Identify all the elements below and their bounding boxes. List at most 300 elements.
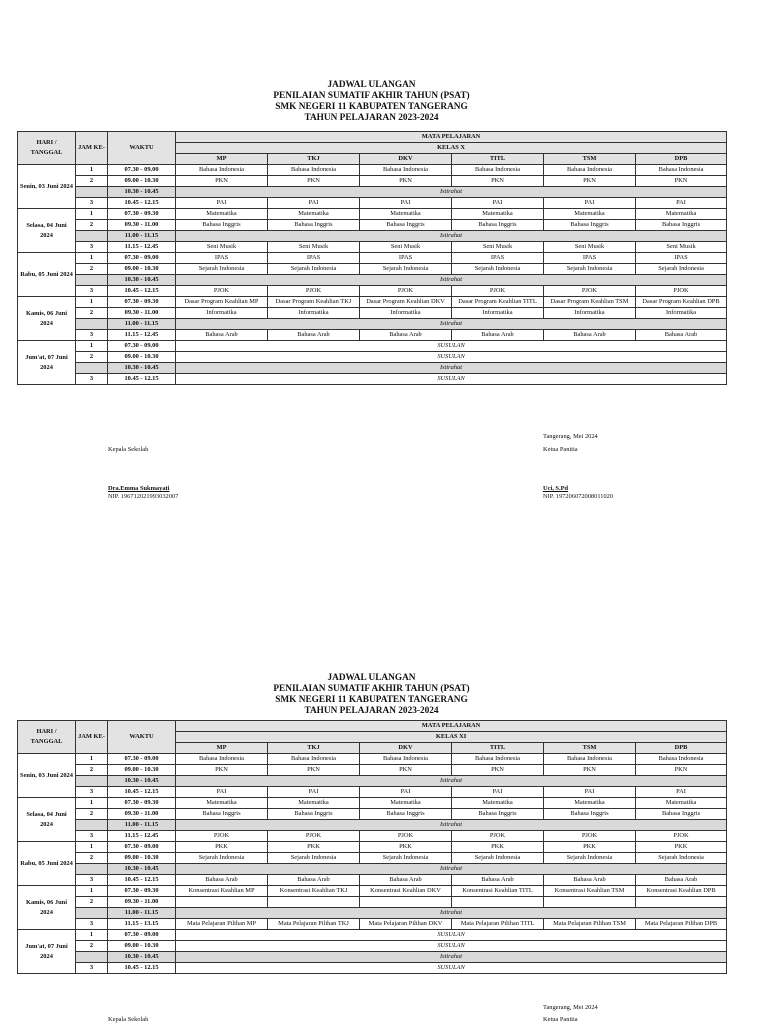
subject-cell: PAI (544, 787, 636, 798)
subject-cell: Bahasa Indonesia (268, 754, 360, 765)
jam-cell: 3 (76, 919, 108, 930)
subject-cell: Sejarah Indonesia (452, 264, 544, 275)
subject-cell: PJOK (268, 286, 360, 297)
jam-cell: 3 (76, 286, 108, 297)
sign-date: Tangerang, Mei 2024 (543, 433, 598, 440)
table-row (18, 176, 727, 187)
subject-cell: Sejarah Indonesia (544, 264, 636, 275)
header-program: DKV (360, 743, 452, 754)
waktu-cell: 11.00 - 11.15 (108, 820, 176, 831)
title-line: JADWAL ULANGAN (327, 80, 416, 90)
waktu-cell: 07.30 - 09.00 (108, 930, 176, 941)
subject-cell: PJOK (176, 286, 268, 297)
jam-cell: 2 (76, 264, 108, 275)
sign-left-role: Kepala Sekolah (108, 446, 149, 453)
subject-cell: Bahasa Arab (360, 875, 452, 886)
subject-cell: Bahasa Inggris (268, 220, 360, 231)
subject-cell: Dasar Program Keahlian DKV (360, 297, 452, 308)
table-row (18, 220, 727, 231)
jam-cell (76, 952, 108, 963)
jam-cell: 3 (76, 787, 108, 798)
jam-cell: 1 (76, 297, 108, 308)
subject-cell: Bahasa Arab (452, 330, 544, 341)
subject-cell: IPAS (544, 253, 636, 264)
table-row (18, 341, 727, 352)
day-cell: Rabu, 05 Juni 2024 (18, 842, 76, 886)
subject-cell: Sejarah Indonesia (268, 853, 360, 864)
table-row (18, 875, 727, 886)
subject-cell: IPAS (636, 253, 727, 264)
subject-cell: Mata Pelajaran Pilihan DPB (636, 919, 727, 930)
break-cell: Istirahat (176, 908, 727, 919)
waktu-cell: 11.15 - 12.45 (108, 330, 176, 341)
subject-cell: PJOK (360, 831, 452, 842)
subject-cell: IPAS (360, 253, 452, 264)
subject-cell: Konsentrasi Keahlian TITL (452, 886, 544, 897)
jam-cell: 3 (76, 374, 108, 385)
subject-cell: Sejarah Indonesia (360, 853, 452, 864)
subject-cell: Seni Musik (176, 242, 268, 253)
table-row (18, 765, 727, 776)
subject-cell: Mata Pelajaran Pilihan MP (176, 919, 268, 930)
jam-cell: 1 (76, 209, 108, 220)
jam-cell (76, 187, 108, 198)
subject-cell: PAI (636, 787, 727, 798)
day-cell: Senin, 03 Juni 2024 (18, 165, 76, 209)
waktu-cell: 07.30 - 09.00 (108, 754, 176, 765)
jam-cell (76, 275, 108, 286)
subject-cell: Bahasa Arab (268, 330, 360, 341)
jam-cell: 3 (76, 831, 108, 842)
day-cell: Selasa, 04 Juni 2024 (18, 209, 76, 253)
waktu-cell: 09.00 - 10.30 (108, 176, 176, 187)
subject-cell: Bahasa Arab (636, 330, 727, 341)
subject-cell: Bahasa Indonesia (268, 165, 360, 176)
subject-cell: Matematika (360, 209, 452, 220)
subject-cell: Bahasa Arab (360, 330, 452, 341)
break-cell: Istirahat (176, 231, 727, 242)
subject-cell: Bahasa Inggris (360, 809, 452, 820)
table-row (18, 886, 727, 897)
subject-cell: Bahasa Arab (544, 875, 636, 886)
subject-cell: PKN (268, 176, 360, 187)
subject-cell: Informatika (452, 308, 544, 319)
subject-cell: Matematika (452, 209, 544, 220)
subject-cell: Bahasa Inggris (544, 809, 636, 820)
subject-cell: PKK (268, 842, 360, 853)
jam-cell: 1 (76, 341, 108, 352)
subject-cell: PAI (544, 198, 636, 209)
susulan-cell: SUSULAN (176, 930, 727, 941)
table-row (18, 820, 727, 831)
waktu-cell: 07.30 - 09.30 (108, 798, 176, 809)
jam-cell: 3 (76, 963, 108, 974)
subject-cell: Bahasa Arab (268, 875, 360, 886)
waktu-cell: 10.45 - 12.15 (108, 198, 176, 209)
subject-cell: Mata Pelajaran Pilihan TSM (544, 919, 636, 930)
subject-cell: Matematika (452, 798, 544, 809)
header-hari: HARI / TANGGAL (18, 721, 76, 754)
subject-cell: Bahasa Indonesia (452, 754, 544, 765)
waktu-cell: 11.00 - 11.15 (108, 231, 176, 242)
header-hari: HARI / TANGGAL (18, 132, 76, 165)
subject-cell: Mata Pelajaran Pilihan TITL (452, 919, 544, 930)
table-row (18, 754, 727, 765)
subject-cell: Bahasa Inggris (636, 809, 727, 820)
subject-cell: Konsentrasi Keahlian DPB (636, 886, 727, 897)
title-line: SMK NEGERI 11 KABUPATEN TANGERANG (275, 102, 468, 112)
subject-cell: Bahasa Inggris (452, 809, 544, 820)
subject-cell: PKN (636, 176, 727, 187)
break-cell: Istirahat (176, 275, 727, 286)
subject-cell: Mata Pelajaran Pilihan TKJ (268, 919, 360, 930)
subject-cell: Bahasa Indonesia (636, 165, 727, 176)
jam-cell: 3 (76, 875, 108, 886)
subject-cell: Bahasa Indonesia (452, 165, 544, 176)
sign-right-role: Ketua Panitia (543, 446, 578, 453)
waktu-cell: 10.45 - 12.15 (108, 286, 176, 297)
subject-cell: Informatika (360, 308, 452, 319)
jam-cell: 1 (76, 754, 108, 765)
subject-cell: Matematika (636, 209, 727, 220)
jam-cell: 1 (76, 798, 108, 809)
table-row (18, 963, 727, 974)
subject-cell: Bahasa Indonesia (544, 165, 636, 176)
header-program: DKV (360, 154, 452, 165)
subject-cell: PKK (176, 842, 268, 853)
subject-cell: PJOK (268, 831, 360, 842)
break-cell: Istirahat (176, 952, 727, 963)
jam-cell: 2 (76, 765, 108, 776)
jam-cell (76, 231, 108, 242)
jam-cell: 2 (76, 352, 108, 363)
subject-cell: PAI (360, 198, 452, 209)
subject-cell: PKN (452, 176, 544, 187)
subject-cell: PAI (176, 787, 268, 798)
subject-cell: PKK (452, 842, 544, 853)
subject-cell: Bahasa Inggris (360, 220, 452, 231)
subject-cell: Dasar Program Keahlian TKJ (268, 297, 360, 308)
subject-cell: PKN (544, 176, 636, 187)
waktu-cell: 07.30 - 09.30 (108, 209, 176, 220)
sign-right-role: Ketua Panitia (543, 1016, 578, 1023)
table-row (18, 864, 727, 875)
table-row (18, 941, 727, 952)
subject-cell (176, 897, 268, 908)
subject-cell: Bahasa Arab (176, 875, 268, 886)
title-line: SMK NEGERI 11 KABUPATEN TANGERANG (275, 695, 468, 705)
jam-cell: 2 (76, 941, 108, 952)
subject-cell: Matematika (268, 209, 360, 220)
header-program: TSM (544, 743, 636, 754)
title-line: JADWAL ULANGAN (327, 673, 416, 683)
subject-cell: Sejarah Indonesia (176, 853, 268, 864)
principal-nip: NIP. 196712021993032007 (108, 493, 179, 500)
subject-cell: Matematika (636, 798, 727, 809)
schedule-table (17, 131, 727, 385)
title-line: PENILAIAN SUMATIF AKHIR TAHUN (PSAT) (273, 684, 470, 694)
jam-cell (76, 908, 108, 919)
subject-cell: PJOK (636, 831, 727, 842)
subject-cell: Bahasa Indonesia (176, 165, 268, 176)
subject-cell: Mata Pelajaran Pilihan DKV (360, 919, 452, 930)
table-row (18, 352, 727, 363)
subject-cell: Sejarah Indonesia (268, 264, 360, 275)
jam-cell: 3 (76, 330, 108, 341)
waktu-cell: 09.30 - 11.00 (108, 220, 176, 231)
waktu-cell: 11.15 - 12.45 (108, 242, 176, 253)
subject-cell: PAI (176, 198, 268, 209)
jam-cell (76, 864, 108, 875)
subject-cell: IPAS (268, 253, 360, 264)
jam-cell: 1 (76, 253, 108, 264)
subject-cell: Matematika (176, 209, 268, 220)
table-row (18, 831, 727, 842)
header-mapel: MATA PELAJARAN (176, 132, 727, 143)
subject-cell: PKN (268, 765, 360, 776)
jam-cell: 1 (76, 842, 108, 853)
subject-cell (452, 897, 544, 908)
subject-cell: PJOK (360, 286, 452, 297)
subject-cell: PJOK (544, 286, 636, 297)
header-waktu: WAKTU (108, 721, 176, 754)
waktu-cell: 07.30 - 09.00 (108, 165, 176, 176)
break-cell: Istirahat (176, 820, 727, 831)
table-row (18, 297, 727, 308)
jam-cell: 2 (76, 220, 108, 231)
title-line: TAHUN PELAJARAN 2023-2024 (304, 706, 439, 716)
break-cell: Istirahat (176, 363, 727, 374)
subject-cell: PKK (360, 842, 452, 853)
table-row (18, 842, 727, 853)
table-row (18, 242, 727, 253)
table-row (18, 286, 727, 297)
subject-cell: Bahasa Indonesia (176, 754, 268, 765)
subject-cell: Sejarah Indonesia (636, 264, 727, 275)
subject-cell: PKN (176, 176, 268, 187)
subject-cell: PKN (636, 765, 727, 776)
subject-cell: PKN (360, 176, 452, 187)
table-row (18, 776, 727, 787)
table-row (18, 253, 727, 264)
jam-cell (76, 363, 108, 374)
waktu-cell: 10.30 - 10.45 (108, 776, 176, 787)
header-program: DPB (636, 743, 727, 754)
waktu-cell: 09.00 - 10.30 (108, 853, 176, 864)
header-jam: JAM KE- (76, 132, 108, 165)
schedule-table (17, 720, 727, 974)
subject-cell: PKN (544, 765, 636, 776)
waktu-cell: 11.15 - 13.15 (108, 919, 176, 930)
waktu-cell: 09.30 - 11.00 (108, 809, 176, 820)
sign-right-name (543, 485, 613, 501)
susulan-cell: SUSULAN (176, 374, 727, 385)
day-cell: Jum'at, 07 Juni 2024 (18, 341, 76, 385)
subject-cell (360, 897, 452, 908)
subject-cell: Sejarah Indonesia (452, 853, 544, 864)
table-row (18, 308, 727, 319)
jam-cell: 1 (76, 886, 108, 897)
table-row (18, 908, 727, 919)
susulan-cell: SUSULAN (176, 963, 727, 974)
subject-cell: Bahasa Indonesia (360, 165, 452, 176)
subject-cell: Bahasa Arab (452, 875, 544, 886)
subject-cell: Bahasa Arab (636, 875, 727, 886)
table-row (18, 897, 727, 908)
subject-cell: Informatika (268, 308, 360, 319)
day-cell: Kamis, 06 Juni 2024 (18, 297, 76, 341)
susulan-cell: SUSULAN (176, 352, 727, 363)
waktu-cell: 11.00 - 11.15 (108, 319, 176, 330)
subject-cell: PJOK (636, 286, 727, 297)
subject-cell: PAI (268, 787, 360, 798)
subject-cell: Bahasa Inggris (544, 220, 636, 231)
day-cell: Kamis, 06 Juni 2024 (18, 886, 76, 930)
subject-cell: PAI (452, 198, 544, 209)
subject-cell: Bahasa Inggris (268, 809, 360, 820)
header-program: TKJ (268, 743, 360, 754)
subject-cell: Bahasa Inggris (452, 220, 544, 231)
doc-title (17, 673, 726, 717)
subject-cell: Dasar Program Keahlian TITL (452, 297, 544, 308)
subject-cell: Bahasa Indonesia (636, 754, 727, 765)
subject-cell: PJOK (452, 831, 544, 842)
table-row (18, 853, 727, 864)
table-row (18, 319, 727, 330)
waktu-cell: 10.30 - 10.45 (108, 952, 176, 963)
subject-cell: Sejarah Indonesia (544, 853, 636, 864)
table-row (18, 798, 727, 809)
header-program: DPB (636, 154, 727, 165)
table-row (18, 952, 727, 963)
susulan-cell: SUSULAN (176, 941, 727, 952)
title-line: TAHUN PELAJARAN 2023-2024 (304, 113, 439, 123)
sign-left-role: Kepala Sekolah (108, 1016, 149, 1023)
subject-cell (268, 897, 360, 908)
jam-cell: 2 (76, 176, 108, 187)
subject-cell: Bahasa Arab (176, 330, 268, 341)
subject-cell (636, 897, 727, 908)
break-cell: Istirahat (176, 776, 727, 787)
subject-cell: PKN (176, 765, 268, 776)
subject-cell: PKN (452, 765, 544, 776)
subject-cell: Matematika (544, 209, 636, 220)
jam-cell: 3 (76, 242, 108, 253)
subject-cell: Matematika (544, 798, 636, 809)
waktu-cell: 07.30 - 09.30 (108, 297, 176, 308)
sign-date: Tangerang, Mei 2024 (543, 1004, 598, 1011)
principal-name: Dra.Emma Sukmayati (108, 485, 170, 492)
waktu-cell: 10.30 - 10.45 (108, 187, 176, 198)
subject-cell: Bahasa Indonesia (544, 754, 636, 765)
jam-cell: 3 (76, 198, 108, 209)
header-program: TKJ (268, 154, 360, 165)
schedule-kelas-x (17, 80, 726, 505)
waktu-cell: 07.30 - 09.30 (108, 886, 176, 897)
subject-cell: Sejarah Indonesia (360, 264, 452, 275)
waktu-cell: 11.00 - 11.15 (108, 908, 176, 919)
header-program: MP (176, 154, 268, 165)
subject-cell: PJOK (452, 286, 544, 297)
subject-cell: Sejarah Indonesia (176, 264, 268, 275)
day-cell: Rabu, 05 Juni 2024 (18, 253, 76, 297)
jam-cell: 1 (76, 930, 108, 941)
waktu-cell: 09.30 - 11.00 (108, 897, 176, 908)
subject-cell: Dasar Program Keahlian MP (176, 297, 268, 308)
jam-cell: 2 (76, 853, 108, 864)
table-row (18, 209, 727, 220)
table-row (18, 330, 727, 341)
subject-cell: Konsentrasi Keahlian TKJ (268, 886, 360, 897)
waktu-cell: 10.30 - 10.45 (108, 363, 176, 374)
subject-cell: Bahasa Inggris (176, 220, 268, 231)
subject-cell: Seni Musik (636, 242, 727, 253)
header-program: TSM (544, 154, 636, 165)
subject-cell: Matematika (176, 798, 268, 809)
waktu-cell: 09.30 - 11.00 (108, 308, 176, 319)
table-row (18, 374, 727, 385)
waktu-cell: 07.30 - 09.00 (108, 341, 176, 352)
chair-name: Uci, S.Pd (543, 485, 569, 492)
subject-cell: Informatika (544, 308, 636, 319)
table-row (18, 930, 727, 941)
jam-cell (76, 820, 108, 831)
subject-cell: PAI (452, 787, 544, 798)
day-cell: Senin, 03 Juni 2024 (18, 754, 76, 798)
table-row (18, 187, 727, 198)
table-row (18, 198, 727, 209)
waktu-cell: 10.45 - 12.15 (108, 875, 176, 886)
waktu-cell: 09.00 - 10.30 (108, 352, 176, 363)
subject-cell: PKN (360, 765, 452, 776)
subject-cell: Konsentrasi Keahlian DKV (360, 886, 452, 897)
jam-cell: 2 (76, 897, 108, 908)
waktu-cell: 11.15 - 12.45 (108, 831, 176, 842)
chair-nip: NIP. 197206072008011020 (543, 493, 614, 500)
break-cell: Istirahat (176, 319, 727, 330)
header-program: MP (176, 743, 268, 754)
table-row (18, 787, 727, 798)
waktu-cell: 10.30 - 10.45 (108, 275, 176, 286)
waktu-cell: 09.00 - 10.30 (108, 941, 176, 952)
subject-cell (544, 897, 636, 908)
table-row (18, 363, 727, 374)
table-row (18, 231, 727, 242)
waktu-cell: 09.00 - 10.30 (108, 264, 176, 275)
table-row (18, 919, 727, 930)
doc-title (17, 80, 726, 124)
subject-cell: Bahasa Arab (544, 330, 636, 341)
waktu-cell: 07.30 - 09.00 (108, 842, 176, 853)
subject-cell: Matematika (360, 798, 452, 809)
header-jam: JAM KE- (76, 721, 108, 754)
jam-cell (76, 319, 108, 330)
table-row (18, 165, 727, 176)
subject-cell: Bahasa Inggris (636, 220, 727, 231)
header-kelas: KELAS XI (176, 732, 727, 743)
subject-cell: PJOK (176, 831, 268, 842)
subject-cell: IPAS (176, 253, 268, 264)
subject-cell: Seni Musik (268, 242, 360, 253)
subject-cell: Konsentrasi Keahlian MP (176, 886, 268, 897)
jam-cell: 2 (76, 809, 108, 820)
jam-cell: 1 (76, 165, 108, 176)
header-waktu: WAKTU (108, 132, 176, 165)
header-program: TITL (452, 154, 544, 165)
sign-left-name (108, 485, 178, 501)
subject-cell: Bahasa Inggris (176, 809, 268, 820)
break-cell: Istirahat (176, 864, 727, 875)
